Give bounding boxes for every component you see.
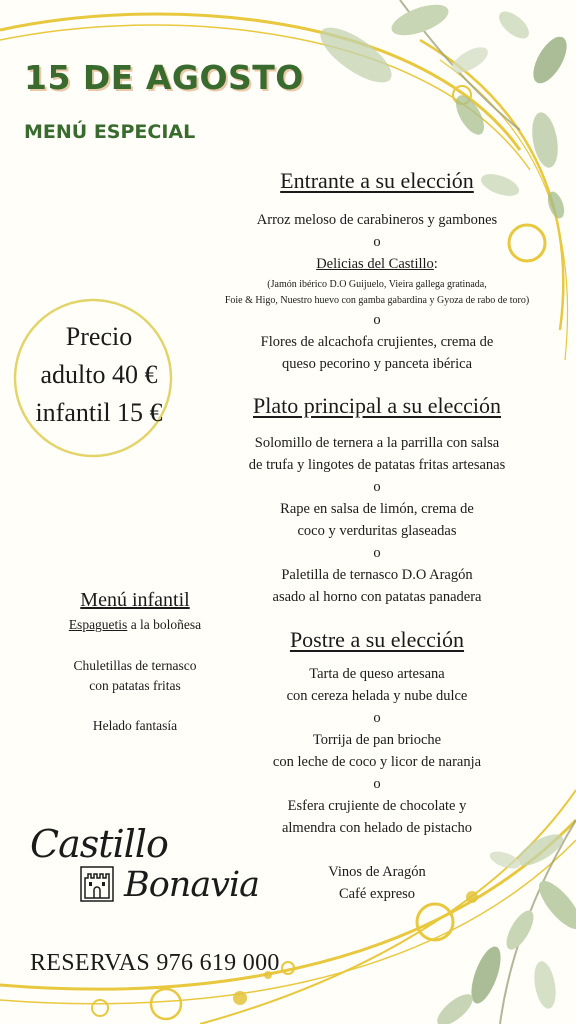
price-label: Precio: [65, 322, 133, 351]
entrante-item: Arroz meloso de carabineros y gambones: [256, 212, 498, 228]
page-title: 15 DE AGOSTO: [24, 58, 304, 97]
postre-heading: Postre a su elección: [289, 627, 465, 652]
postre-item: con cereza helada y nube dulce: [286, 688, 468, 704]
page-subtitle: MENÚ ESPECIAL: [24, 121, 196, 143]
postre-item: Torrija de pan brioche: [312, 732, 442, 748]
separator-or: o: [373, 479, 381, 495]
separator-or: o: [373, 312, 381, 328]
entrante-item: [176, 253, 576, 275]
logo-text-castillo: Castillo: [30, 822, 168, 866]
extras-item: Vinos de Aragón: [328, 864, 426, 880]
entrante-item: queso pecorino y panceta ibérica: [281, 356, 473, 372]
price-adult: adulto 40 €: [40, 360, 158, 389]
principal-item: Paletilla de ternasco D.O Aragón: [281, 567, 473, 583]
infantil-heading: Menú infantil: [80, 589, 190, 611]
separator-or: o: [373, 710, 381, 726]
entrante-heading: Entrante a su elección: [280, 168, 474, 193]
principal-heading: Plato principal a su elección: [252, 393, 502, 418]
entrante-detail: Foie & Higo, Nuestro huevo con gamba gabardina y Gyoza de rabo de toro): [224, 295, 530, 306]
infantil-item: Helado fantasía: [92, 718, 178, 733]
infantil-item-underlined: Espaguetis: [68, 617, 128, 632]
separator-or: o: [373, 545, 381, 561]
infantil-item: Chuletillas de ternasco: [73, 658, 197, 673]
delicias-name: Delicias del Castillo: [316, 256, 434, 272]
reservations-phone: RESERVAS 976 619 000: [30, 950, 280, 976]
postre-item: con leche de coco y licor de naranja: [272, 754, 482, 770]
delicias-colon: :: [433, 256, 438, 272]
separator-or: o: [373, 234, 381, 250]
principal-item: asado al horno con patatas panadera: [272, 589, 482, 605]
castle-icon: [80, 866, 114, 902]
postre-item: Tarta de queso artesana: [309, 666, 445, 682]
extras-item: Café expreso: [338, 886, 416, 902]
principal-item: coco y verduritas glaseadas: [297, 523, 457, 539]
price-child: infantil 15 €: [35, 398, 163, 427]
logo-text-bonavia: Bonavia: [124, 865, 260, 905]
entrante-item: Flores de alcachofa crujientes, crema de: [260, 334, 494, 350]
principal-item: Rape en salsa de limón, crema de: [280, 501, 474, 517]
infantil-item-rest: a la boloñesa: [127, 617, 202, 632]
postre-item: Esfera crujiente de chocolate y: [287, 798, 467, 814]
price-block: [24, 318, 174, 432]
principal-item: de trufa y lingotes de patatas fritas artesanas: [248, 457, 506, 473]
infantil-item: con patatas fritas: [89, 678, 181, 693]
postre-item: almendra con helado de pistacho: [281, 820, 473, 836]
principal-item: Solomillo de ternera a la parrilla con salsa: [254, 435, 500, 451]
separator-or: o: [373, 776, 381, 792]
entrante-detail: (Jamón ibérico D.O Guijuelo, Vieira gallega gratinada,: [267, 279, 487, 290]
